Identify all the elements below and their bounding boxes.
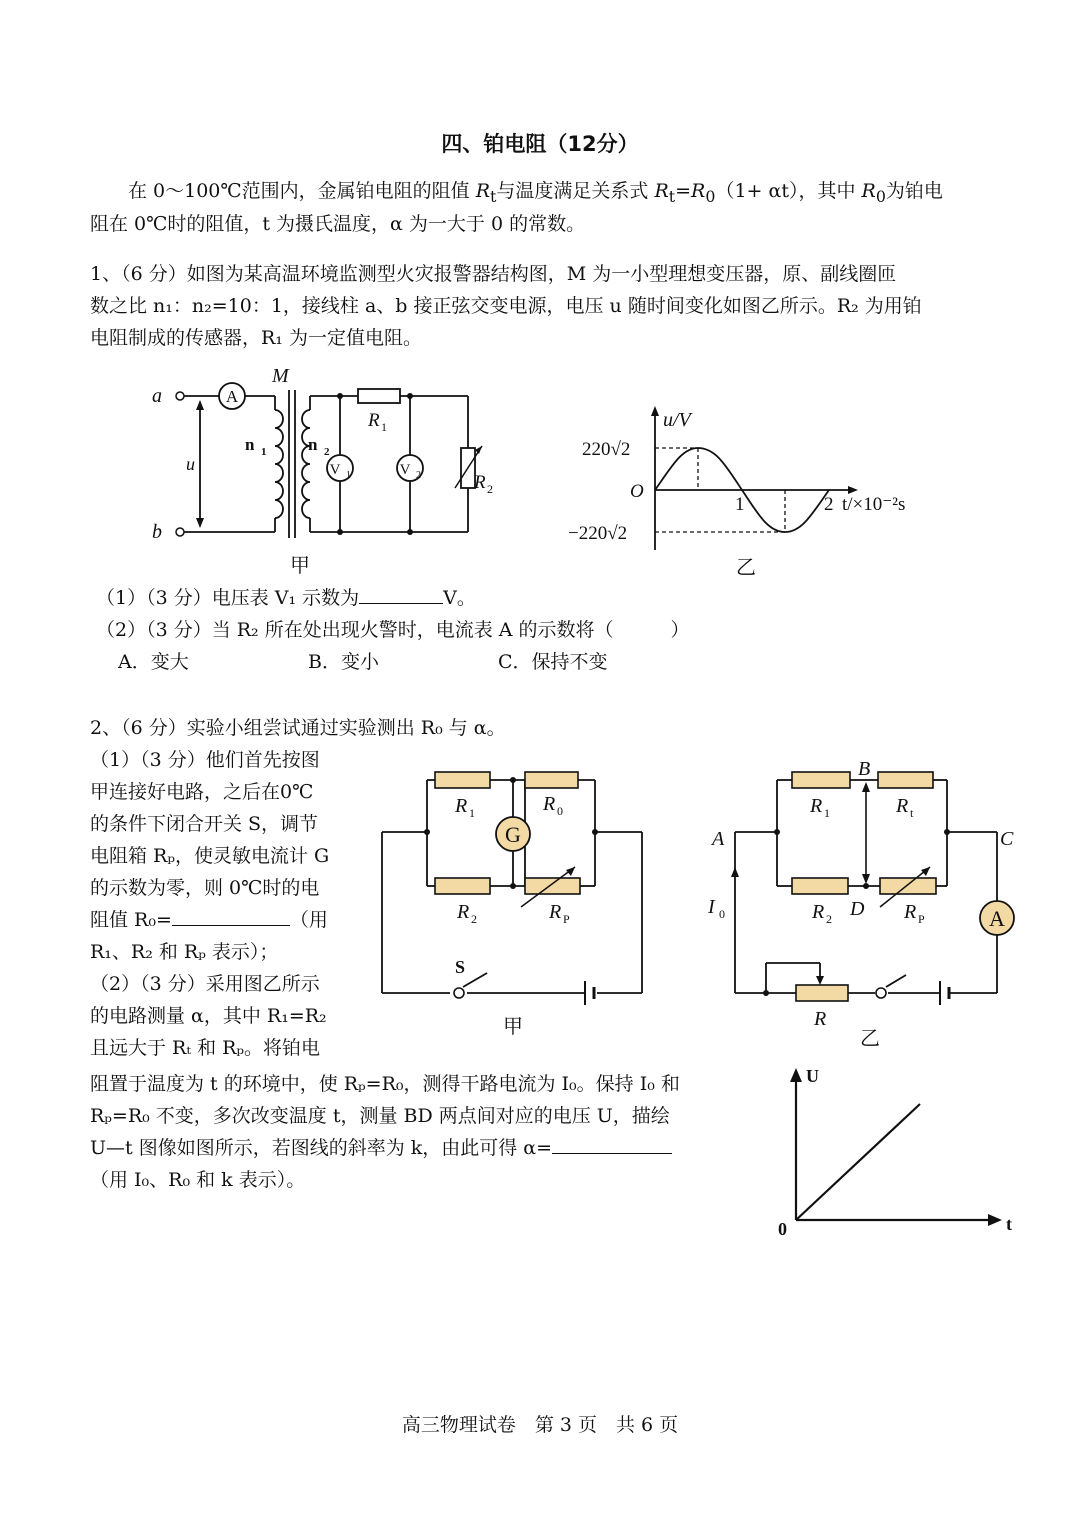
q2-text-line: R₁、R₂ 和 Rₚ 表示）； — [90, 941, 279, 963]
ammeter-label: A — [225, 387, 239, 406]
answer-blank[interactable] — [552, 1133, 672, 1154]
rt-label: R — [896, 795, 909, 817]
q1-sub2: （2）（3 分）当 R₂ 所在处出现火警时，电流表 A 的示数将（ ） — [96, 619, 690, 641]
symbol: R — [861, 180, 876, 202]
subscript: 2 — [471, 912, 477, 926]
question-text: （1）（3 分）电压表 V₁ 示数为 — [96, 587, 360, 609]
subscript: 1 — [381, 420, 387, 434]
subscript: 1 — [824, 806, 830, 820]
subscript: 0 — [705, 186, 716, 206]
q1-line2: 数之比 n₁：n₂=10：1，接线柱 a、b 接正弦交变电源，电压 u 随时间变化如图乙所示。R₂ 为用铂 — [90, 295, 922, 317]
rp-label: R — [549, 901, 562, 923]
subscript: 1 — [469, 806, 475, 820]
subscript: 0 — [719, 907, 725, 921]
q2-text-line: 的电路测量 α，其中 R₁=R₂ — [90, 1005, 327, 1027]
r2-label: R — [812, 901, 825, 923]
q2-text-line: 的条件下闭合开关 S，调节 — [90, 813, 319, 835]
t1-label: 1 — [735, 494, 745, 515]
transformer-m-label: M — [272, 365, 289, 387]
terminal-a-label: a — [152, 385, 162, 407]
rheostat-r-label: R — [814, 1008, 827, 1030]
subscript: P — [918, 912, 925, 926]
bridge-circuit-jia — [375, 755, 675, 1045]
voltmeter-v2-label: V — [399, 462, 411, 478]
q2-text-line: 的示数为零，则 0℃时的电 — [90, 877, 320, 899]
x-axis-label: t/×10⁻²s — [842, 494, 906, 515]
intro-line2: 阻在 0℃时的阻值，t 为摄氏温度，α 为一大于 0 的常数。 — [90, 213, 586, 235]
intro-text: 为铂电 — [885, 180, 943, 202]
galvanometer-label: G — [505, 822, 521, 847]
q2-line0: 2、（6 分）实验小组尝试通过实验测出 R₀ 与 α。 — [90, 717, 506, 739]
n2-label: n — [308, 435, 318, 454]
q2-wide-line1: 阻置于温度为 t 的环境中，使 Rₚ=R₀，测得干路电流为 I₀。保持 I₀ 和 — [90, 1073, 680, 1095]
q2-wide-line3 — [90, 1132, 672, 1164]
page-footer: 高三物理试卷 第 3 页 共 6 页 — [401, 1414, 679, 1436]
voltage-u-label: u — [186, 454, 195, 474]
t-axis-label: t — [1006, 1214, 1012, 1234]
q2-text: （用 — [289, 909, 328, 931]
q2-text-line: 电阻箱 Rₚ，使灵敏电流计 G — [90, 845, 330, 867]
origin-label: O — [630, 481, 644, 502]
r2-label: R — [457, 901, 470, 923]
r1-label: R — [368, 410, 380, 431]
answer-blank[interactable] — [172, 905, 290, 926]
answer-blank[interactable] — [359, 583, 443, 604]
q2-text: 阻值 R₀= — [90, 909, 172, 931]
switch-s-label: S — [455, 957, 466, 977]
intro-text: （1+ αt），其中 — [715, 180, 862, 202]
terminal-b-label: b — [152, 521, 162, 543]
option-c[interactable]: C．保持不变 — [498, 651, 608, 673]
subscript: P — [563, 912, 570, 926]
q2-left-column — [90, 744, 360, 1064]
q2-text: U—t 图像如图所示，若图线的斜率为 k，由此可得 α= — [90, 1137, 553, 1159]
subscript: 2 — [324, 446, 330, 458]
subscript: 0 — [557, 804, 563, 818]
voltmeter-v1-label: V — [329, 462, 341, 478]
figure-caption: 乙 — [860, 1028, 880, 1050]
subscript: t — [668, 186, 676, 206]
u-axis-label: U — [806, 1066, 819, 1086]
r2-label: R — [474, 472, 486, 493]
r0-label: R — [543, 793, 556, 815]
origin-label: 0 — [778, 1219, 787, 1239]
subscript: 2 — [826, 912, 832, 926]
node-c-label: C — [1000, 828, 1014, 850]
node-d-label: D — [850, 898, 865, 920]
n1-label: n — [245, 435, 255, 454]
q1-line1: 1、（6 分）如图为某高温环境监测型火灾报警器结构图，M 为一小型理想变压器，原、副线圈匝 — [90, 263, 897, 285]
q2-text-line: 甲连接好电路，之后在0℃ — [90, 781, 314, 803]
option-b[interactable]: B．变小 — [308, 651, 379, 673]
r1-label: R — [810, 795, 823, 817]
bridge-circuit-yi — [700, 755, 1030, 1055]
t2-label: 2 — [824, 494, 834, 515]
q1-sub1 — [96, 582, 476, 614]
subscript: 0 — [875, 186, 886, 206]
q2-wide-line4: （用 I₀、R₀ 和 k 表示）。 — [90, 1169, 306, 1191]
intro-text: 在 0～100℃范围内，金属铂电阻的阻值 — [128, 180, 476, 202]
subscript: 2 — [487, 482, 493, 496]
r1-label: R — [455, 795, 468, 817]
y-max-label: 220√2 — [582, 439, 631, 460]
subscript: t — [910, 806, 914, 820]
y-axis-label: u/V — [663, 409, 691, 431]
section-title: 四、铂电阻（12分） — [441, 132, 639, 156]
q2-wide-line2: Rₚ=R₀ 不变，多次改变温度 t，测量 BD 两点间对应的电压 U，描绘 — [90, 1105, 670, 1127]
voltage-sine-graph — [560, 400, 940, 580]
q2-text-line — [90, 904, 360, 936]
figure-caption: 甲 — [503, 1016, 523, 1038]
symbol: R — [654, 180, 669, 202]
symbol: R — [475, 180, 491, 202]
rp-label: R — [904, 901, 917, 923]
u-t-graph — [770, 1060, 1030, 1250]
option-a[interactable]: A．变大 — [118, 651, 189, 673]
node-b-label: B — [858, 758, 871, 780]
current-i0-label: I — [708, 896, 715, 918]
figure-caption: 乙 — [736, 557, 756, 579]
q2-text-line: （2）（3 分）采用图乙所示 — [90, 973, 320, 995]
y-min-label: −220√2 — [568, 523, 628, 544]
transformer-circuit-figure — [140, 360, 520, 580]
subscript: 1 — [261, 446, 267, 458]
subscript: 2 — [416, 470, 421, 481]
q2-text-line: 且远大于 Rₜ 和 Rₚ。将铂电 — [90, 1037, 321, 1059]
subscript: t — [490, 186, 497, 206]
node-a-label: A — [712, 828, 725, 850]
intro-text: 与温度满足关系式 — [496, 180, 655, 202]
symbol: =R — [675, 180, 706, 202]
ammeter-label: A — [989, 906, 1005, 931]
question-text: V。 — [443, 587, 476, 609]
figure-caption: 甲 — [290, 555, 310, 577]
q1-line3: 电阻制成的传感器，R₁ 为一定值电阻。 — [90, 327, 422, 349]
q2-text-line: （1）（3 分）他们首先按图 — [90, 749, 320, 771]
subscript: 1 — [346, 470, 351, 481]
